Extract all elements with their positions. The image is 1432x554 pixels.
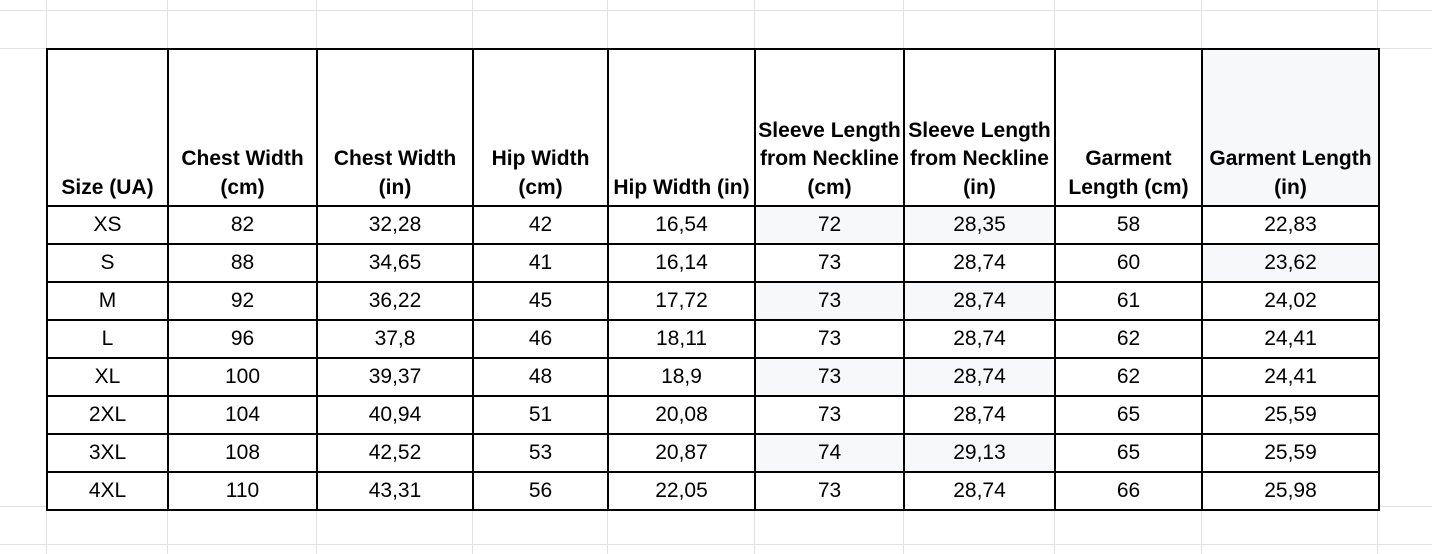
cell-garment-length-cm[interactable]: 62 (1055, 320, 1202, 358)
cell-sleeve-length-in[interactable]: 28,74 (904, 396, 1055, 434)
cell-size[interactable]: 4XL (47, 472, 168, 510)
cell-sleeve-length-in[interactable]: 28,74 (904, 320, 1055, 358)
header-sleeve-length-in[interactable]: Sleeve Length from Neckline (in) (904, 49, 1055, 206)
cell-garment-length-cm[interactable]: 65 (1055, 434, 1202, 472)
cell-garment-length-in[interactable]: 24,41 (1202, 358, 1379, 396)
cell-hip-width-in[interactable]: 16,14 (608, 244, 755, 282)
cell-chest-width-cm[interactable]: 92 (168, 282, 317, 320)
header-size[interactable]: Size (UA) (47, 49, 168, 206)
cell-sleeve-length-in[interactable]: 28,74 (904, 244, 1055, 282)
cell-hip-width-cm[interactable]: 56 (473, 472, 608, 510)
cell-size[interactable]: M (47, 282, 168, 320)
cell-chest-width-in[interactable]: 36,22 (317, 282, 473, 320)
cell-chest-width-cm[interactable]: 108 (168, 434, 317, 472)
cell-garment-length-cm[interactable]: 60 (1055, 244, 1202, 282)
cell-sleeve-length-cm[interactable]: 73 (755, 358, 904, 396)
cell-sleeve-length-cm[interactable]: 73 (755, 396, 904, 434)
cell-hip-width-in[interactable]: 20,08 (608, 396, 755, 434)
cell-chest-width-cm[interactable]: 104 (168, 396, 317, 434)
cell-sleeve-length-cm[interactable]: 73 (755, 472, 904, 510)
cell-sleeve-length-in[interactable]: 29,13 (904, 434, 1055, 472)
cell-hip-width-cm[interactable]: 45 (473, 282, 608, 320)
cell-hip-width-cm[interactable]: 48 (473, 358, 608, 396)
cell-hip-width-cm[interactable]: 46 (473, 320, 608, 358)
table-row (47, 434, 1379, 472)
cell-size[interactable]: XL (47, 358, 168, 396)
size-chart-table (46, 48, 1380, 511)
cell-chest-width-cm[interactable]: 100 (168, 358, 317, 396)
cell-garment-length-cm[interactable]: 58 (1055, 206, 1202, 244)
cell-garment-length-cm[interactable]: 62 (1055, 358, 1202, 396)
cell-size[interactable]: 2XL (47, 396, 168, 434)
header-chest-width-in[interactable]: Chest Width (in) (317, 49, 473, 206)
header-hip-width-in[interactable]: Hip Width (in) (608, 49, 755, 206)
cell-garment-length-in[interactable]: 24,02 (1202, 282, 1379, 320)
cell-garment-length-in[interactable]: 25,59 (1202, 396, 1379, 434)
cell-chest-width-in[interactable]: 40,94 (317, 396, 473, 434)
cell-size[interactable]: XS (47, 206, 168, 244)
header-garment-length-in[interactable]: Garment Length (in) (1202, 49, 1379, 206)
cell-hip-width-in[interactable]: 18,11 (608, 320, 755, 358)
cell-sleeve-length-in[interactable]: 28,74 (904, 358, 1055, 396)
cell-chest-width-cm[interactable]: 110 (168, 472, 317, 510)
cell-garment-length-in[interactable]: 23,62 (1202, 244, 1379, 282)
cell-size[interactable]: L (47, 320, 168, 358)
cell-hip-width-in[interactable]: 17,72 (608, 282, 755, 320)
table-row (47, 206, 1379, 244)
cell-garment-length-cm[interactable]: 66 (1055, 472, 1202, 510)
cell-sleeve-length-cm[interactable]: 72 (755, 206, 904, 244)
cell-chest-width-in[interactable]: 34,65 (317, 244, 473, 282)
cell-garment-length-in[interactable]: 25,98 (1202, 472, 1379, 510)
cell-chest-width-in[interactable]: 43,31 (317, 472, 473, 510)
cell-garment-length-cm[interactable]: 65 (1055, 396, 1202, 434)
header-row (47, 49, 1379, 206)
cell-sleeve-length-cm[interactable]: 74 (755, 434, 904, 472)
cell-garment-length-cm[interactable]: 61 (1055, 282, 1202, 320)
header-hip-width-cm[interactable]: Hip Width (cm) (473, 49, 608, 206)
header-chest-width-cm[interactable]: Chest Width (cm) (168, 49, 317, 206)
cell-chest-width-in[interactable]: 37,8 (317, 320, 473, 358)
table-row (47, 358, 1379, 396)
cell-chest-width-in[interactable]: 32,28 (317, 206, 473, 244)
table-row (47, 472, 1379, 510)
cell-sleeve-length-in[interactable]: 28,35 (904, 206, 1055, 244)
cell-garment-length-in[interactable]: 22,83 (1202, 206, 1379, 244)
cell-sleeve-length-in[interactable]: 28,74 (904, 282, 1055, 320)
cell-sleeve-length-cm[interactable]: 73 (755, 320, 904, 358)
table-row (47, 320, 1379, 358)
table-row (47, 282, 1379, 320)
table-row (47, 396, 1379, 434)
cell-size[interactable]: 3XL (47, 434, 168, 472)
cell-hip-width-in[interactable]: 20,87 (608, 434, 755, 472)
cell-chest-width-cm[interactable]: 82 (168, 206, 317, 244)
cell-chest-width-in[interactable]: 39,37 (317, 358, 473, 396)
cell-chest-width-in[interactable]: 42,52 (317, 434, 473, 472)
cell-sleeve-length-cm[interactable]: 73 (755, 282, 904, 320)
cell-hip-width-cm[interactable]: 53 (473, 434, 608, 472)
cell-hip-width-in[interactable]: 18,9 (608, 358, 755, 396)
header-garment-length-cm[interactable]: Garment Length (cm) (1055, 49, 1202, 206)
cell-size[interactable]: S (47, 244, 168, 282)
table-row (47, 244, 1379, 282)
cell-hip-width-cm[interactable]: 42 (473, 206, 608, 244)
cell-garment-length-in[interactable]: 24,41 (1202, 320, 1379, 358)
cell-sleeve-length-cm[interactable]: 73 (755, 244, 904, 282)
cell-chest-width-cm[interactable]: 88 (168, 244, 317, 282)
header-sleeve-length-cm[interactable]: Sleeve Length from Neckline (cm) (755, 49, 904, 206)
cell-sleeve-length-in[interactable]: 28,74 (904, 472, 1055, 510)
cell-garment-length-in[interactable]: 25,59 (1202, 434, 1379, 472)
cell-hip-width-cm[interactable]: 51 (473, 396, 608, 434)
cell-hip-width-cm[interactable]: 41 (473, 244, 608, 282)
cell-chest-width-cm[interactable]: 96 (168, 320, 317, 358)
cell-hip-width-in[interactable]: 16,54 (608, 206, 755, 244)
cell-hip-width-in[interactable]: 22,05 (608, 472, 755, 510)
